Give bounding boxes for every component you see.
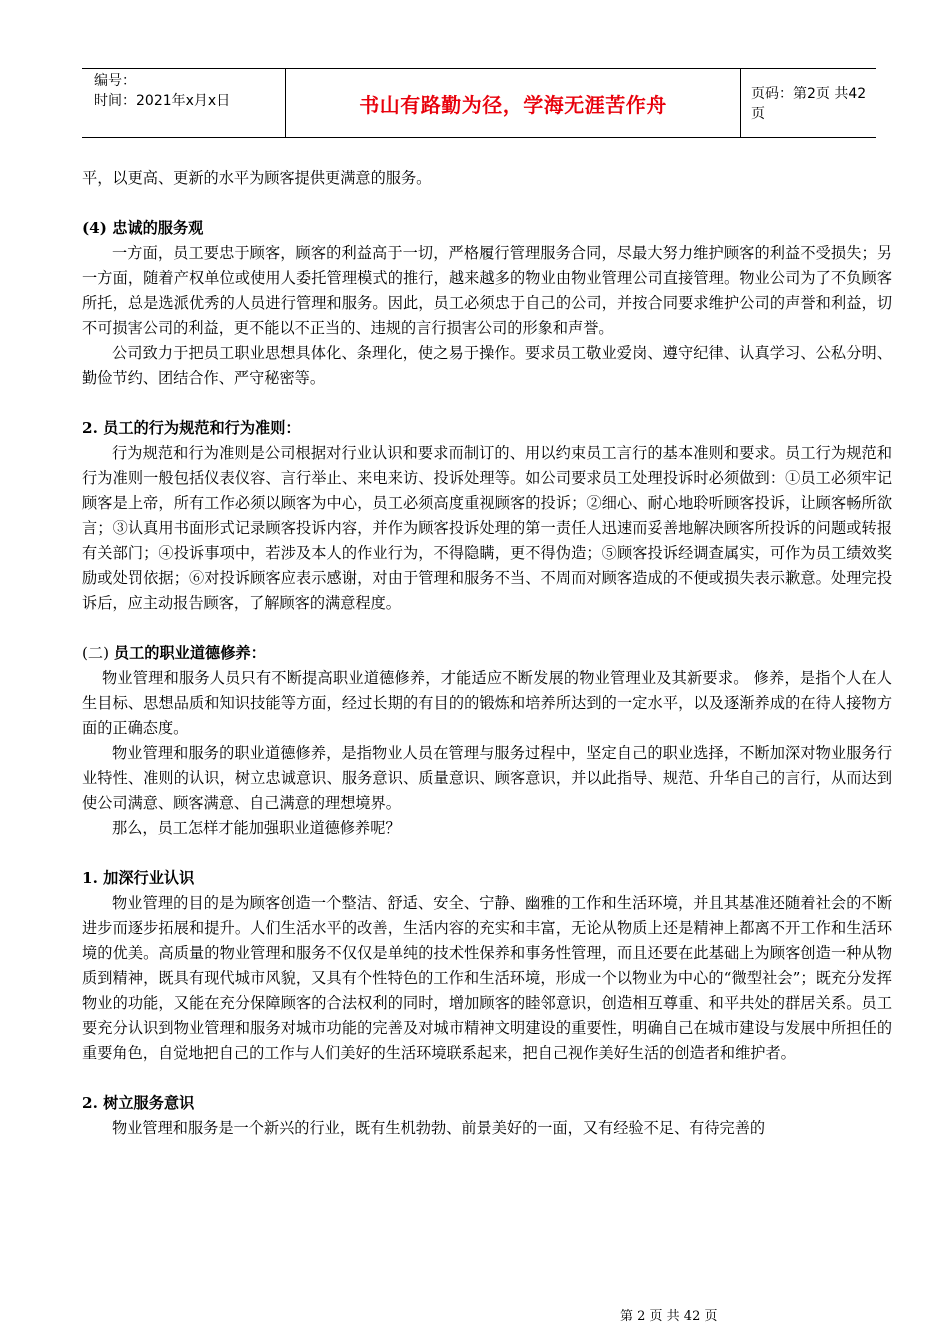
heading-loyal-service: (4) 忠诚的服务观 (82, 219, 204, 237)
motto-text: 书山有路勤为径，学海无涯苦作舟 (359, 92, 667, 117)
paragraph-deepen: 物业管理的目的是为顾客创造一个整洁、舒适、安全、宁静、幽雅的工作和生活环境，并且其基准还随着社会的不断进步而逐步拓展和提升。人们生活水平的改善，生活内容的充实和丰富，无论从物质上还是精神上都离不开工作和生活环境的优美。高质量的物业管理和服务不仅仅是单纯的技术性保养和事务性管理，而且还要在此基础上为顾客创造一种从物质到精神，既具有现代城市风貌，又具有个性特色的工作和生活环境，形成一个以物业为中心的“微型社会”；既充分发挥物业的功能，又能在充分保障顾客的合法权利的同时，增加顾客的睦邻意识，创造相互尊重、和平共处的群居关系。员工要充分认识到物业管理和服务对城市功能的完善及对城市精神文明建设的重要性，明确自己在城市建设与发展中所担任的重要角色，自觉地把自己的工作与人们美好的生活环境联系起来，把自己视作美好生活的创造者和维护者。 (82, 894, 892, 1062)
heading-service-awareness: 2. 树立服务意识 (82, 1094, 195, 1112)
paragraph-ethics-2: 物业管理和服务的职业道德修养，是指物业人员在管理与服务过程中，坚定自己的职业选择，不断加深对物业服务行业特性、准则的认识，树立忠诚意识、服务意识、质量意识、顾客意识，并以此指导、规范、升华自己的言行，从而达到使公司满意、顾客满意、自己满意的理想境界。 (82, 744, 892, 812)
heading-ethics-prefix: (二) (82, 644, 114, 662)
paragraph-ethics-3: 那么，员工怎样才能加强职业道德修养呢？ (112, 819, 401, 837)
page-label: 页码：第2页 共42页 (751, 86, 867, 122)
paragraph-service: 物业管理和服务是一个新兴的行业，既有生机勃勃、前景美好的一面，又有经验不足、有待完善的 (112, 1119, 766, 1137)
paragraph-loyal-2: 公司致力于把员工职业思想具体化、条理化，使之易于操作。要求员工敬业爱岗、遵守纪律、认真学习、公私分明、勤俭节约、团结合作、严守秘密等。 (82, 344, 892, 387)
heading-deepen-industry: 1. 加深行业认识 (82, 869, 195, 887)
heading-behavior-rules: 2. 员工的行为规范和行为准则： (82, 419, 301, 437)
heading-ethics (82, 641, 892, 666)
header-motto-cell (286, 69, 741, 137)
code-label: 编号： (94, 73, 136, 89)
heading-ethics-title: 员工的职业道德修养： (113, 644, 266, 662)
paragraph-ethics-1: 物业管理和服务人员只有不断提高职业道德修养，才能适应不断发展的物业管理业及其新要求。 修养，是指个人在人生目标、思想品质和知识技能等方面，经过长期的有目的的锻炼和培养所达到的一定水平，以及逐渐养成的在待人接物方面的正确态度。 (82, 669, 892, 737)
page-footer: 第 2 页 共 42 页 (620, 1309, 718, 1324)
intro-paragraph: 平，以更高、更新的水平为顾客提供更满意的服务。 (82, 169, 432, 187)
paragraph-loyal-1: 一方面，员工要忠于顾客，顾客的利益高于一切，严格履行管理服务合同，尽最大努力维护顾客的利益不受损失；另一方面，随着产权单位或使用人委托管理模式的推行，越来越多的物业由物业管理公司直接管理。物业公司为了不负顾客所托，总是选派优秀的人员进行管理和服务。因此，员工必须忠于自己的公司，并按合同要求维护公司的声誉和利益，切不可损害公司的利益，更不能以不正当的、违规的言行损害公司的形象和声誉。 (82, 244, 892, 337)
document-body (82, 166, 892, 1141)
time-label: 时间：2021年x月x日 (94, 93, 231, 109)
header-meta-cell (82, 69, 286, 137)
paragraph-behavior: 行为规范和行为准则是公司根据对行业认识和要求而制订的、用以约束员工言行的基本准则和要求。员工行为规范和行为准则一般包括仪表仪容、言行举止、来电来访、投诉处理等。如公司要求员工处理投诉时必须做到：①员工必须牢记顾客是上帝，所有工作必须以顾客为中心，员工必须高度重视顾客的投诉；②细心、耐心地聆听顾客投诉，让顾客畅所欲言；③认真用书面形式记录顾客投诉内容，并作为顾客投诉处理的第一责任人迅速而妥善地解决顾客所投诉的问题或转报有关部门；④投诉事项中，若涉及本人的作业行为，不得隐瞒，更不得伪造；⑤顾客投诉经调查属实，可作为员工绩效奖励或处罚依据；⑥对投诉顾客应表示感谢，对由于管理和服务不当、不周而对顾客造成的不便或损失表示歉意。处理完投诉后，应主动报告顾客，了解顾客的满意程度。 (82, 444, 892, 612)
page-header (82, 68, 876, 138)
header-page-cell (741, 69, 876, 137)
